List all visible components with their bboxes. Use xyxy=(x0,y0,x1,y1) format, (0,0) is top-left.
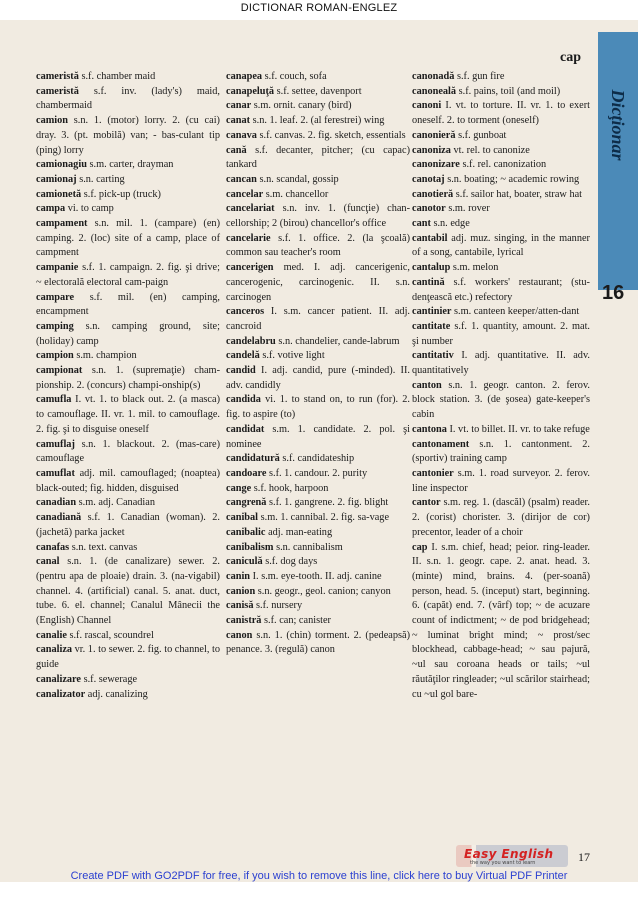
dictionary-entry xyxy=(226,144,410,173)
dictionary-entry xyxy=(36,202,220,217)
dictionary-entry xyxy=(412,217,590,232)
logo-text: Easy English xyxy=(464,847,554,861)
headword: canotor xyxy=(412,203,446,215)
definition: vt. rel. to canonize xyxy=(453,144,530,156)
headword: canion xyxy=(226,585,256,597)
headword: canonizare xyxy=(412,159,460,171)
dictionary-entry xyxy=(36,291,220,320)
dictionary-entry xyxy=(412,158,590,173)
definition: I. s.m. cancer patient. II. adj. cancroid xyxy=(226,306,411,332)
dictionary-entry xyxy=(226,393,410,422)
dictionary-entry xyxy=(36,393,220,437)
dictionary-entry xyxy=(226,349,410,364)
headword: cant xyxy=(412,218,431,230)
dictionary-entry xyxy=(226,570,410,585)
headword: camionetă xyxy=(36,188,82,200)
dictionary-entry xyxy=(226,482,410,497)
headword: candelă xyxy=(226,350,260,362)
headword: canafas xyxy=(36,541,70,553)
definition: s.f. decanter, pitcher; (cu capac) tankard xyxy=(226,144,410,171)
dictionary-entry xyxy=(412,202,590,217)
dictionary-entry xyxy=(226,541,410,556)
definition: vi. 1. to stand on, to run (for). 2. fig. to aspire (to) xyxy=(226,394,410,421)
headword: canal xyxy=(36,556,60,568)
dictionary-entry xyxy=(36,261,220,290)
dictionary-entry xyxy=(226,261,410,305)
headword: canadian xyxy=(36,497,77,509)
headword: candid xyxy=(226,365,256,377)
headword: camuflat xyxy=(36,467,75,479)
definition: s.n. geogr., geol. canion; canyon xyxy=(257,585,391,597)
definition: s.n. scandal, gossip xyxy=(259,173,339,185)
headword: cancan xyxy=(226,173,257,185)
headword: canalie xyxy=(36,629,67,641)
dictionary-entry xyxy=(412,349,590,378)
dictionary-entry xyxy=(412,423,590,438)
dictionary-column-3 xyxy=(412,70,590,702)
headword: canoni xyxy=(412,100,442,112)
headword: canceros xyxy=(226,306,265,318)
definition: s.m. adj. Canadian xyxy=(78,497,155,509)
dictionary-entry xyxy=(36,629,220,644)
headword: canistră xyxy=(226,615,262,627)
definition: I. adj. quantitative. II. adv. quantitatively xyxy=(412,350,591,377)
headword: camionaj xyxy=(36,173,77,185)
dictionary-entry xyxy=(226,452,410,467)
definition: s.f. 1. office. 2. (la şcoală) common sau teacher's room xyxy=(226,232,410,259)
dictionary-entry xyxy=(412,541,590,703)
dictionary-entry xyxy=(226,129,410,144)
definition: s.f. 1. Canadian (woman). 2. (jachetă) parka jacket xyxy=(36,512,220,538)
dictionary-column-1 xyxy=(36,70,220,702)
headword: canalizator xyxy=(36,688,86,700)
definition: s.f. 1. campaign. 2. fig. şi drive; ~ electorală electoral cam-paign xyxy=(36,262,220,288)
headword: canapea xyxy=(226,71,263,82)
definition: s.f. 1. quantity, amount. 2. mat. şi number xyxy=(412,320,590,347)
dictionary-entry xyxy=(36,349,220,364)
headword: cange xyxy=(226,482,252,494)
dictionary-entry xyxy=(226,232,410,261)
definition: s.f. workers' restaurant; (stu-denţească etc.) refectory xyxy=(412,276,590,303)
dictionary-entry xyxy=(412,276,590,305)
running-head: cap xyxy=(560,50,581,65)
dictionary-entry xyxy=(36,511,220,540)
definition: s.n. 1. (motor) lorry. 2. (cu cai) dray. 3. (pt. mobilă) van; - bas-culant tip (ping) lorry xyxy=(36,115,220,156)
headword: campion xyxy=(36,350,74,362)
dictionary-entry xyxy=(36,438,220,467)
definition: s.n. carting xyxy=(79,173,125,185)
definition: s.f. couch, sofa xyxy=(264,71,327,82)
headword: caniculă xyxy=(226,556,263,568)
definition: adj. muz. singing, in the manner of a song, cantabile, lyrical xyxy=(412,232,590,259)
definition: s.n. chandelier, cande-labrum xyxy=(278,335,400,347)
definition: s.m. 1. candidate. 2. pol. şi nominee xyxy=(226,423,410,450)
definition: vr. 1. to sewer. 2. fig. to channel, to guide xyxy=(36,644,220,671)
headword: campare xyxy=(36,291,75,303)
dictionary-entry xyxy=(36,364,220,393)
dictionary-entry xyxy=(36,496,220,511)
headword: campament xyxy=(36,218,88,230)
headword: cancerigen xyxy=(226,262,274,274)
definition: s.f. inv. (lady's) maid, chambermaid xyxy=(36,85,221,112)
headword: canonieră xyxy=(412,129,456,141)
definition: adj. man-eating xyxy=(268,526,333,538)
definition: s.n. inv. 1. (funcţie) chan-cellorship; 2 (birou) chancellor's office xyxy=(226,203,410,230)
dictionary-entry xyxy=(412,496,590,540)
headword: canar xyxy=(226,100,252,112)
dictionary-entry xyxy=(226,188,410,203)
headword: campanie xyxy=(36,262,79,274)
definition: I. vt. 1. to black out. 2. (a masca) to camouflage. II. vr. 1. mil. to camouflage. 2. fig. şi to disguise oneself xyxy=(36,394,220,435)
definition: s.n. 1. (chin) torment. 2. (pedeapsă) penance. 3. (regulă) canon xyxy=(226,629,410,656)
dictionary-entry xyxy=(226,423,410,452)
dictionary-entry xyxy=(36,217,220,261)
definition: s.f. dog days xyxy=(265,556,318,568)
headword: cantinier xyxy=(412,306,452,318)
headword: camuflaj xyxy=(36,438,75,450)
dictionary-entry xyxy=(412,188,590,203)
definition: s.f. candidateship xyxy=(282,453,355,465)
dictionary-entry xyxy=(226,585,410,600)
headword: camufla xyxy=(36,394,72,406)
dictionary-entry xyxy=(412,438,590,467)
dictionary-entry xyxy=(412,144,590,159)
headword: cantona xyxy=(412,423,447,435)
dictionary-entry xyxy=(412,379,590,423)
dictionary-entry xyxy=(36,320,220,349)
definition: s.m. melon xyxy=(452,262,499,274)
dictionary-entry xyxy=(36,467,220,496)
definition: s.f. can; canister xyxy=(264,615,331,627)
dictionary-entry xyxy=(226,511,410,526)
dictionary-entry xyxy=(226,364,410,393)
definition: s.f. canvas. 2. fig. sketch, essentials xyxy=(259,129,406,141)
headword: canisă xyxy=(226,600,254,612)
headword: cantabil xyxy=(412,232,448,244)
definition: s.f. 1. gangrene. 2. fig. blight xyxy=(269,497,389,509)
headword: candidatură xyxy=(226,453,280,465)
definition: s.m. 1. cannibal. 2. fig. sa-vage xyxy=(260,512,390,524)
definition: s.m. carter, drayman xyxy=(89,159,174,171)
headword: cantitativ xyxy=(412,350,454,362)
dictionary-entry xyxy=(412,261,590,276)
definition: s.n. 1. leaf. 2. (al ferestrei) wing xyxy=(252,115,385,127)
definition: s.f. 1. candour. 2. purity xyxy=(269,467,368,479)
headword: canotieră xyxy=(412,188,454,200)
definition: vi. to camp xyxy=(67,203,114,215)
headword: camping xyxy=(36,320,74,332)
definition: s.f. hook, harpoon xyxy=(253,482,329,494)
definition: s.f. gunboat xyxy=(458,129,507,141)
headword: cantină xyxy=(412,276,445,288)
easy-english-logo xyxy=(456,845,568,867)
dictionary-entry xyxy=(36,541,220,556)
headword: canapeluţă xyxy=(226,85,275,97)
dictionary-entry xyxy=(226,496,410,511)
dictionary-entry xyxy=(36,158,220,173)
definition: s.n. 1. geogr. canton. 2. ferov. block station. 3. (de şosea) gate-keeper's cabin xyxy=(412,379,590,421)
headword: cantor xyxy=(412,497,441,509)
dictionary-entry xyxy=(412,305,590,320)
pdf-document-title: DICTIONAR ROMAN-ENGLEZ xyxy=(240,2,398,14)
dictionary-entry xyxy=(36,114,220,158)
headword: camion xyxy=(36,115,69,127)
dictionary-entry xyxy=(36,85,220,114)
headword: canon xyxy=(226,629,253,641)
definition: s.f. pick-up (truck) xyxy=(83,188,161,200)
scanned-dictionary-page xyxy=(0,20,638,882)
dictionary-entry xyxy=(412,320,590,349)
dictionary-entry xyxy=(36,673,220,688)
headword: candidat xyxy=(226,423,265,435)
definition: med. I. adj. cancerigenic, cancerogenic, carcinogenic. II. s.n. carcinogen xyxy=(226,262,410,303)
dictionary-entry xyxy=(36,688,220,703)
definition: s.f. settee, davenport xyxy=(276,85,362,97)
definition: s.m. chancellor xyxy=(265,188,329,200)
headword: cap xyxy=(412,541,428,553)
dictionary-entry xyxy=(226,305,410,334)
logo-subtext: the way you want to learn xyxy=(470,860,536,866)
definition: s.n. 1. cantonment. 2. (sportiv) training camp xyxy=(412,438,590,465)
definition: I. s.m. chief, head; peior. ring-leader. II. s.n. 1. geogr. cape. 2. anat. head. 3. (minte) mind, brains. 4. (per-soană) person, head. 5. (inceput) start, beginning. 6. (capăt) end. 7. (vârf) top; ~ de acuzare count of indictment; ~ de pod bridgehead; ~ luminat bright mind; ~ prost/sec blockhead, cabbage-head; ~ sau pajură, ~ul sau coroana heads or tails; ~ul răutăţilor ringleader; ~ul scărilor stairhead; cu ~ul gol bare- xyxy=(412,541,590,700)
dictionary-entry xyxy=(226,173,410,188)
definition: s.n. edge xyxy=(433,218,470,230)
headword: canin xyxy=(226,570,251,582)
headword: cantitate xyxy=(412,320,451,332)
definition: s.n. cannibalism xyxy=(276,541,343,553)
dictionary-entry xyxy=(412,467,590,496)
headword: cameristă xyxy=(36,85,79,97)
definition: s.f. nursery xyxy=(256,600,303,612)
definition: adj. mil. camouflaged; (noaptea) black-outed; fig. hidden, disguised xyxy=(36,467,220,494)
definition: s.n. mil. 1. (campare) (en) camping. 2. (loc) site of a camp, place of campment xyxy=(36,218,221,259)
dictionary-entry xyxy=(412,70,590,85)
definition: s.m. reg. 1. (dascăl) (psalm) reader. 2. (corist) chorister. 3. (dirijor de cor) precentor, leader of a choir xyxy=(412,497,590,538)
definition: s.n. 1. (de canalizare) sewer. 2. (pentru apa de ploaie) drain. 3. (na-vigabil) channel. 4. (artificial) canal. 5. anat. duct, tube. 6. el. channel; Canalul Mânecii the (English) Channel xyxy=(36,556,221,627)
headword: canava xyxy=(226,129,257,141)
dictionary-entry xyxy=(36,555,220,629)
definition: s.m. champion xyxy=(76,350,137,362)
definition: I. vt. to torture. II. vr. 1. to exert oneself. 2. to torment (oneself) xyxy=(412,100,590,127)
go2pdf-promo-link[interactable]: Create PDF with GO2PDF for free, if you wish to remove this line, click here to buy Virtual PDF Printer xyxy=(70,870,568,882)
dictionary-entry xyxy=(36,70,220,85)
definition: s.n. boating; ~ academic rowing xyxy=(447,173,580,185)
definition: s.m. 1. road surveyor. 2. ferov. line inspector xyxy=(412,467,590,494)
definition: s.n. 1. (supremaţie) cham-pionship. 2. (concurs) champi-onship(s) xyxy=(36,365,220,391)
headword: cantalup xyxy=(412,262,451,274)
headword: canonadă xyxy=(412,71,455,82)
dictionary-entry xyxy=(412,99,590,128)
headword: candida xyxy=(226,394,261,406)
headword: cană xyxy=(226,144,247,156)
headword: candelabru xyxy=(226,335,276,347)
dictionary-entry xyxy=(412,232,590,261)
definition: s.n. 1. blackout. 2. (mas-care) camouflage xyxy=(36,438,221,465)
definition: s.f. votive light xyxy=(262,350,325,362)
definition: s.n. text. canvas xyxy=(71,541,138,553)
dictionary-entry xyxy=(226,467,410,482)
headword: canoniza xyxy=(412,144,451,156)
headword: campa xyxy=(36,203,66,215)
definition: s.f. pains, toil (and moil) xyxy=(458,85,561,97)
headword: canibalic xyxy=(226,526,266,538)
definition: s.f. mil. (en) camping, encampment xyxy=(36,291,220,318)
dictionary-entry xyxy=(412,129,590,144)
definition: s.f. rel. canonization xyxy=(462,159,547,171)
dictionary-entry xyxy=(226,85,410,100)
headword: canibal xyxy=(226,512,259,524)
definition: I. s.m. eye-tooth. II. adj. canine xyxy=(252,570,382,582)
dictionary-entry xyxy=(36,188,220,203)
section-number: 16 xyxy=(602,282,625,304)
definition: I. adj. candid, pure (-minded). II. adv. candidly xyxy=(226,365,410,391)
headword: canadiană xyxy=(36,512,82,524)
dictionary-entry xyxy=(412,85,590,100)
definition: s.f. sewerage xyxy=(83,673,138,685)
dictionary-entry xyxy=(226,335,410,350)
dictionary-entry xyxy=(226,202,410,231)
headword: cantonier xyxy=(412,467,454,479)
headword: cangrenă xyxy=(226,497,267,509)
headword: campionat xyxy=(36,365,83,377)
dictionary-entry xyxy=(226,555,410,570)
dictionary-column-2 xyxy=(226,70,410,658)
headword: cancelarie xyxy=(226,232,271,244)
definition: s.f. sailor hat, boater, straw hat xyxy=(455,188,583,200)
dictionary-entry xyxy=(226,99,410,114)
definition: s.m. rover xyxy=(448,203,490,215)
page-folio: 17 xyxy=(578,850,590,864)
definition: s.n. camping ground, site; (holiday) camp xyxy=(36,320,220,347)
definition: adj. canalizing xyxy=(87,688,148,700)
headword: cancelariat xyxy=(226,203,275,215)
definition: s.f. rascal, scoundrel xyxy=(69,629,154,641)
definition: s.f. chamber maid xyxy=(81,71,156,82)
headword: canton xyxy=(412,379,442,391)
headword: cantonament xyxy=(412,438,470,450)
dictionary-entry xyxy=(226,629,410,658)
definition: s.f. gun fire xyxy=(456,71,505,82)
headword: canibalism xyxy=(226,541,274,553)
headword: cameristă xyxy=(36,71,79,82)
definition: s.m. canteen keeper/atten-dant xyxy=(454,306,580,318)
headword: cancelar xyxy=(226,188,264,200)
thumb-tab-label: Dicţionar xyxy=(608,89,628,161)
dictionary-entry xyxy=(226,526,410,541)
headword: canat xyxy=(226,115,251,127)
headword: canoneală xyxy=(412,85,457,97)
headword: candoare xyxy=(226,467,267,479)
headword: canaliza xyxy=(36,644,73,656)
dictionary-entry xyxy=(412,173,590,188)
headword: canotaj xyxy=(412,173,445,185)
dictionary-entry xyxy=(36,173,220,188)
dictionary-entry xyxy=(226,114,410,129)
thumb-index-tab xyxy=(598,32,638,290)
definition: I. vt. to billet. II. vr. to take refuge xyxy=(449,423,590,435)
dictionary-entry xyxy=(226,614,410,629)
dictionary-entry xyxy=(226,70,410,85)
definition: s.m. ornit. canary (bird) xyxy=(253,100,352,112)
dictionary-entry xyxy=(226,599,410,614)
headword: camionagiu xyxy=(36,159,87,171)
dictionary-entry xyxy=(36,643,220,672)
headword: canalizare xyxy=(36,673,81,685)
